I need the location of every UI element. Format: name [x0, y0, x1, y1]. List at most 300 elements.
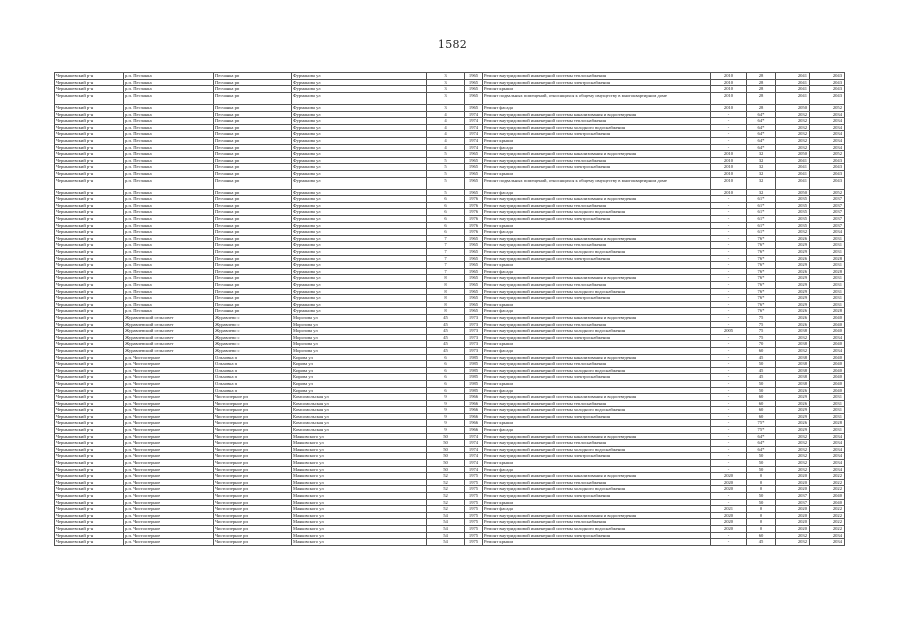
- plan-end-cell: 2034: [810, 111, 845, 118]
- plan-start-cell: 2035: [776, 202, 810, 209]
- municipality-cell: р.п. Песчанка: [124, 118, 214, 125]
- street-cell: Фурманова ул: [292, 73, 427, 80]
- street-cell: Кирова ул: [292, 367, 427, 374]
- municipality-cell: р.п. Чистоозерное: [124, 519, 214, 526]
- built-year-cell: 1975: [465, 473, 483, 480]
- wear-cell: 32: [747, 164, 776, 171]
- settlement-cell: Журавлево с: [214, 341, 292, 348]
- wear-cell: 76*: [747, 268, 776, 275]
- plan-start-cell: 2032: [776, 433, 810, 440]
- table-row: [55, 374, 845, 381]
- wear-cell: 32: [747, 151, 776, 158]
- last-repair-cell: -: [711, 282, 747, 289]
- work-type-cell: Ремонт крыши: [483, 262, 711, 269]
- built-year-cell: 1966: [465, 420, 483, 427]
- table-row: [55, 479, 845, 486]
- built-year-cell: 1973: [465, 347, 483, 354]
- plan-start-cell: 2035: [776, 196, 810, 203]
- wear-cell: 50: [747, 453, 776, 460]
- house-cell: 3: [427, 73, 465, 80]
- district-cell: Чернышевский р-н: [55, 400, 124, 407]
- work-type-cell: Ремонт внутридомовой инженерной системы теплоснабжения: [483, 440, 711, 447]
- district-cell: Чернышевский р-н: [55, 374, 124, 381]
- plan-end-cell: 2037: [810, 196, 845, 203]
- wear-cell: 28: [747, 92, 776, 104]
- work-type-cell: Ремонт внутридомовой инженерной системы канализования и водоотведения: [483, 111, 711, 118]
- street-cell: Маяковского ул: [292, 539, 427, 546]
- street-cell: Фурманова ул: [292, 282, 427, 289]
- district-cell: Чернышевский р-н: [55, 420, 124, 427]
- district-cell: Чернышевский р-н: [55, 235, 124, 242]
- district-cell: Чернышевский р-н: [55, 532, 124, 539]
- work-type-cell: Ремонт внутридомовой инженерной системы канализования и водоотведения: [483, 473, 711, 480]
- plan-start-cell: 2029: [776, 288, 810, 295]
- plan-start-cell: 2020: [776, 512, 810, 519]
- plan-end-cell: 2031: [810, 262, 845, 269]
- table-row: [55, 196, 845, 203]
- last-repair-cell: -: [711, 466, 747, 473]
- street-cell: Фурманова ул: [292, 151, 427, 158]
- settlement-cell: Песчанка рп: [214, 144, 292, 151]
- settlement-cell: Песчанка рп: [214, 262, 292, 269]
- district-cell: Чернышевский р-н: [55, 486, 124, 493]
- house-cell: 8: [427, 301, 465, 308]
- plan-start-cell: 2032: [776, 347, 810, 354]
- house-cell: 5: [427, 151, 465, 158]
- municipality-cell: р.п. Песчанка: [124, 104, 214, 111]
- house-cell: 6: [427, 361, 465, 368]
- plan-end-cell: 2043: [810, 157, 845, 164]
- table-row: [55, 249, 845, 256]
- district-cell: Чернышевский р-н: [55, 354, 124, 361]
- last-repair-cell: -: [711, 275, 747, 282]
- work-type-cell: Ремонт внутридомовой инженерной системы теплоснабжения: [483, 479, 711, 486]
- work-type-cell: Ремонт фасада: [483, 229, 711, 236]
- table-row: [55, 314, 845, 321]
- plan-end-cell: 2034: [810, 466, 845, 473]
- last-repair-cell: -: [711, 137, 747, 144]
- settlement-cell: Чистоозерное рп: [214, 506, 292, 513]
- plan-end-cell: 2034: [810, 229, 845, 236]
- house-cell: 6: [427, 380, 465, 387]
- street-cell: Кирова ул: [292, 361, 427, 368]
- built-year-cell: 1974: [465, 433, 483, 440]
- work-type-cell: Ремонт внутридомовой инженерной системы холодного водоснабжения: [483, 446, 711, 453]
- street-cell: Фурманова ул: [292, 118, 427, 125]
- wear-cell: 28: [747, 86, 776, 93]
- house-cell: 6: [427, 229, 465, 236]
- plan-end-cell: 2034: [810, 118, 845, 125]
- plan-end-cell: 2031: [810, 249, 845, 256]
- district-cell: Чернышевский р-н: [55, 104, 124, 111]
- wear-cell: 76*: [747, 255, 776, 262]
- plan-start-cell: 2020: [776, 506, 810, 513]
- municipality-cell: р.п. Песчанка: [124, 282, 214, 289]
- built-year-cell: 1965: [465, 170, 483, 177]
- table-row: [55, 79, 845, 86]
- municipality-cell: р.п. Чистоозерное: [124, 453, 214, 460]
- built-year-cell: 1985: [465, 367, 483, 374]
- settlement-cell: Чистоозерное рп: [214, 400, 292, 407]
- built-year-cell: 1975: [465, 512, 483, 519]
- house-cell: 6: [427, 354, 465, 361]
- built-year-cell: 1965: [465, 282, 483, 289]
- last-repair-cell: 2020: [711, 525, 747, 532]
- municipality-cell: р.п. Песчанка: [124, 124, 214, 131]
- plan-end-cell: 2034: [810, 124, 845, 131]
- district-cell: Чернышевский р-н: [55, 275, 124, 282]
- last-repair-cell: -: [711, 433, 747, 440]
- work-type-cell: Ремонт фасада: [483, 466, 711, 473]
- plan-start-cell: 2029: [776, 262, 810, 269]
- district-cell: Чернышевский р-н: [55, 157, 124, 164]
- street-cell: Комсомольская ул: [292, 394, 427, 401]
- house-cell: 3: [427, 92, 465, 104]
- house-cell: 9: [427, 420, 465, 427]
- last-repair-cell: -: [711, 111, 747, 118]
- district-cell: Чернышевский р-н: [55, 229, 124, 236]
- house-cell: 54: [427, 512, 465, 519]
- district-cell: Чернышевский р-н: [55, 328, 124, 335]
- last-repair-cell: -: [711, 222, 747, 229]
- street-cell: Фурманова ул: [292, 157, 427, 164]
- street-cell: Маяковского ул: [292, 473, 427, 480]
- work-type-cell: Ремонт внутридомовой инженерной системы теплоснабжения: [483, 73, 711, 80]
- last-repair-cell: -: [711, 532, 747, 539]
- plan-start-cell: 2026: [776, 387, 810, 394]
- plan-end-cell: 2031: [810, 413, 845, 420]
- settlement-cell: Песчанка рп: [214, 255, 292, 262]
- table-row: [55, 255, 845, 262]
- built-year-cell: 1975: [465, 479, 483, 486]
- wear-cell: 64*: [747, 440, 776, 447]
- built-year-cell: 1976: [465, 222, 483, 229]
- built-year-cell: 1974: [465, 440, 483, 447]
- work-type-cell: Ремонт крыши: [483, 499, 711, 506]
- last-repair-cell: 2010: [711, 164, 747, 171]
- plan-end-cell: 2040: [810, 361, 845, 368]
- last-repair-cell: -: [711, 301, 747, 308]
- table-row: [55, 202, 845, 209]
- plan-end-cell: 2034: [810, 131, 845, 138]
- municipality-cell: Журавлевский сельсовет: [124, 328, 214, 335]
- last-repair-cell: 2010: [711, 189, 747, 196]
- plan-end-cell: 2040: [810, 380, 845, 387]
- built-year-cell: 1974: [465, 453, 483, 460]
- table-row: [55, 151, 845, 158]
- table-row: [55, 433, 845, 440]
- table-body: [55, 73, 845, 546]
- street-cell: Фурманова ул: [292, 242, 427, 249]
- wear-cell: 45: [747, 374, 776, 381]
- street-cell: Маяковского ул: [292, 532, 427, 539]
- built-year-cell: 1966: [465, 427, 483, 434]
- last-repair-cell: -: [711, 295, 747, 302]
- plan-start-cell: 2029: [776, 407, 810, 414]
- district-cell: Чернышевский р-н: [55, 268, 124, 275]
- plan-end-cell: 2034: [810, 440, 845, 447]
- last-repair-cell: -: [711, 453, 747, 460]
- work-type-cell: Ремонт крыши: [483, 222, 711, 229]
- plan-start-cell: 2032: [776, 229, 810, 236]
- last-repair-cell: -: [711, 242, 747, 249]
- built-year-cell: 1985: [465, 380, 483, 387]
- settlement-cell: Песчанка рп: [214, 196, 292, 203]
- work-type-cell: Ремонт внутридомовой инженерной системы электроснабжения: [483, 295, 711, 302]
- last-repair-cell: 2021: [711, 506, 747, 513]
- plan-start-cell: 2032: [776, 446, 810, 453]
- municipality-cell: р.п. Песчанка: [124, 229, 214, 236]
- last-repair-cell: -: [711, 268, 747, 275]
- plan-start-cell: 2050: [776, 104, 810, 111]
- street-cell: Фурманова ул: [292, 79, 427, 86]
- plan-start-cell: 2041: [776, 79, 810, 86]
- settlement-cell: Песчанка рп: [214, 202, 292, 209]
- wear-cell: 28: [747, 104, 776, 111]
- settlement-cell: Ольховка п: [214, 367, 292, 374]
- table-row: [55, 394, 845, 401]
- municipality-cell: р.п. Чистоозерное: [124, 407, 214, 414]
- built-year-cell: 1975: [465, 525, 483, 532]
- wear-cell: 75: [747, 328, 776, 335]
- wear-cell: 75*: [747, 420, 776, 427]
- last-repair-cell: 2020: [711, 479, 747, 486]
- wear-cell: 45: [747, 539, 776, 546]
- plan-end-cell: 2034: [810, 144, 845, 151]
- settlement-cell: Песчанка рп: [214, 189, 292, 196]
- built-year-cell: 1965: [465, 164, 483, 171]
- street-cell: Морозова ул: [292, 347, 427, 354]
- wear-cell: 50: [747, 387, 776, 394]
- street-cell: Фурманова ул: [292, 209, 427, 216]
- plan-start-cell: 2038: [776, 374, 810, 381]
- last-repair-cell: -: [711, 255, 747, 262]
- table-row: [55, 295, 845, 302]
- settlement-cell: Чистоозерное рп: [214, 486, 292, 493]
- house-cell: 9: [427, 407, 465, 414]
- built-year-cell: 1975: [465, 493, 483, 500]
- last-repair-cell: -: [711, 262, 747, 269]
- municipality-cell: р.п. Чистоозерное: [124, 446, 214, 453]
- settlement-cell: Чистоозерное рп: [214, 394, 292, 401]
- municipality-cell: р.п. Песчанка: [124, 189, 214, 196]
- built-year-cell: 1975: [465, 539, 483, 546]
- wear-cell: 76*: [747, 262, 776, 269]
- wear-cell: 28: [747, 79, 776, 86]
- municipality-cell: р.п. Песчанка: [124, 137, 214, 144]
- table-row: [55, 189, 845, 196]
- work-type-cell: Ремонт внутридомовой инженерной системы канализования и водоотведения: [483, 512, 711, 519]
- built-year-cell: 1974: [465, 460, 483, 467]
- built-year-cell: 1985: [465, 387, 483, 394]
- built-year-cell: 1973: [465, 334, 483, 341]
- municipality-cell: р.п. Чистоозерное: [124, 539, 214, 546]
- plan-end-cell: 2040: [810, 374, 845, 381]
- plan-start-cell: 2035: [776, 216, 810, 223]
- district-cell: Чернышевский р-н: [55, 512, 124, 519]
- table-row: [55, 92, 845, 104]
- last-repair-cell: -: [711, 118, 747, 125]
- wear-cell: 76*: [747, 308, 776, 315]
- work-type-cell: Ремонт внутридомовой инженерной системы теплоснабжения: [483, 400, 711, 407]
- settlement-cell: Чистоозерное рп: [214, 525, 292, 532]
- settlement-cell: Журавлево с: [214, 328, 292, 335]
- plan-start-cell: 2032: [776, 453, 810, 460]
- table-row: [55, 420, 845, 427]
- municipality-cell: р.п. Чистоозерное: [124, 380, 214, 387]
- last-repair-cell: -: [711, 196, 747, 203]
- wear-cell: 0: [747, 479, 776, 486]
- municipality-cell: Журавлевский сельсовет: [124, 341, 214, 348]
- table-row: [55, 288, 845, 295]
- house-cell: 7: [427, 242, 465, 249]
- district-cell: Чернышевский р-н: [55, 86, 124, 93]
- last-repair-cell: -: [711, 413, 747, 420]
- house-cell: 6: [427, 209, 465, 216]
- work-type-cell: Ремонт фасада: [483, 347, 711, 354]
- table-row: [55, 380, 845, 387]
- plan-end-cell: 2040: [810, 314, 845, 321]
- district-cell: Чернышевский р-н: [55, 249, 124, 256]
- wear-cell: 28: [747, 73, 776, 80]
- built-year-cell: 1985: [465, 361, 483, 368]
- street-cell: Маяковского ул: [292, 486, 427, 493]
- table-row: [55, 486, 845, 493]
- settlement-cell: Песчанка рп: [214, 229, 292, 236]
- district-cell: Чернышевский р-н: [55, 314, 124, 321]
- plan-start-cell: 2026: [776, 268, 810, 275]
- plan-end-cell: 2031: [810, 301, 845, 308]
- last-repair-cell: 2005: [711, 328, 747, 335]
- table-row: [55, 341, 845, 348]
- municipality-cell: р.п. Песчанка: [124, 164, 214, 171]
- plan-start-cell: 2035: [776, 222, 810, 229]
- last-repair-cell: -: [711, 124, 747, 131]
- street-cell: Морозова ул: [292, 328, 427, 335]
- district-cell: Чернышевский р-н: [55, 499, 124, 506]
- settlement-cell: Ольховка п: [214, 354, 292, 361]
- municipality-cell: р.п. Песчанка: [124, 202, 214, 209]
- district-cell: Чернышевский р-н: [55, 413, 124, 420]
- wear-cell: 45: [747, 354, 776, 361]
- plan-end-cell: 2043: [810, 92, 845, 104]
- last-repair-cell: 2010: [711, 157, 747, 164]
- work-type-cell: Ремонт внутридомовой инженерной системы холодного водоснабжения: [483, 328, 711, 335]
- settlement-cell: Песчанка рп: [214, 308, 292, 315]
- house-cell: 6: [427, 222, 465, 229]
- municipality-cell: р.п. Песчанка: [124, 255, 214, 262]
- work-type-cell: Ремонт крыши: [483, 420, 711, 427]
- work-type-cell: Ремонт фасада: [483, 104, 711, 111]
- work-type-cell: Ремонт внутридомовой инженерной системы электроснабжения: [483, 131, 711, 138]
- municipality-cell: р.п. Песчанка: [124, 111, 214, 118]
- plan-end-cell: 2043: [810, 86, 845, 93]
- plan-end-cell: 2034: [810, 539, 845, 546]
- district-cell: Чернышевский р-н: [55, 466, 124, 473]
- street-cell: Кирова ул: [292, 354, 427, 361]
- built-year-cell: 1965: [465, 73, 483, 80]
- plan-start-cell: 2050: [776, 151, 810, 158]
- street-cell: Фурманова ул: [292, 235, 427, 242]
- street-cell: Фурманова ул: [292, 124, 427, 131]
- street-cell: Маяковского ул: [292, 446, 427, 453]
- built-year-cell: 1973: [465, 341, 483, 348]
- plan-start-cell: 2029: [776, 394, 810, 401]
- settlement-cell: Ольховка п: [214, 361, 292, 368]
- house-cell: 52: [427, 486, 465, 493]
- district-cell: Чернышевский р-н: [55, 433, 124, 440]
- work-type-cell: Ремонт внутридомовой инженерной системы холодного водоснабжения: [483, 367, 711, 374]
- street-cell: Фурманова ул: [292, 137, 427, 144]
- street-cell: Комсомольская ул: [292, 407, 427, 414]
- table-row: [55, 262, 845, 269]
- plan-end-cell: 2022: [810, 512, 845, 519]
- house-cell: 8: [427, 308, 465, 315]
- table-row: [55, 144, 845, 151]
- street-cell: Фурманова ул: [292, 216, 427, 223]
- work-type-cell: Ремонт внутридомовой инженерной системы теплоснабжения: [483, 519, 711, 526]
- work-type-cell: Ремонт фасада: [483, 308, 711, 315]
- plan-start-cell: 2037: [776, 499, 810, 506]
- table-row: [55, 361, 845, 368]
- municipality-cell: р.п. Песчанка: [124, 170, 214, 177]
- built-year-cell: 1965: [465, 104, 483, 111]
- municipality-cell: р.п. Чистоозерное: [124, 473, 214, 480]
- street-cell: Маяковского ул: [292, 525, 427, 532]
- work-type-cell: Ремонт фасада: [483, 189, 711, 196]
- table-row: [55, 446, 845, 453]
- wear-cell: 60: [747, 413, 776, 420]
- last-repair-cell: -: [711, 334, 747, 341]
- house-cell: 5: [427, 157, 465, 164]
- street-cell: Маяковского ул: [292, 512, 427, 519]
- wear-cell: 75*: [747, 427, 776, 434]
- table-row: [55, 367, 845, 374]
- street-cell: Комсомольская ул: [292, 400, 427, 407]
- wear-cell: 64*: [747, 144, 776, 151]
- house-cell: 6: [427, 374, 465, 381]
- work-type-cell: Ремонт крыши: [483, 341, 711, 348]
- last-repair-cell: -: [711, 499, 747, 506]
- settlement-cell: Чистоозерное рп: [214, 460, 292, 467]
- municipality-cell: р.п. Чистоозерное: [124, 374, 214, 381]
- settlement-cell: Песчанка рп: [214, 118, 292, 125]
- table-row: [55, 413, 845, 420]
- municipality-cell: р.п. Песчанка: [124, 216, 214, 223]
- built-year-cell: 1966: [465, 400, 483, 407]
- last-repair-cell: 2010: [711, 86, 747, 93]
- municipality-cell: р.п. Песчанка: [124, 262, 214, 269]
- house-cell: 50: [427, 460, 465, 467]
- settlement-cell: Чистоозерное рп: [214, 539, 292, 546]
- street-cell: Маяковского ул: [292, 466, 427, 473]
- district-cell: Чернышевский р-н: [55, 539, 124, 546]
- house-cell: 54: [427, 519, 465, 526]
- plan-start-cell: 2026: [776, 400, 810, 407]
- plan-end-cell: 2034: [810, 334, 845, 341]
- table-row: [55, 216, 845, 223]
- house-cell: 52: [427, 473, 465, 480]
- street-cell: Фурманова ул: [292, 177, 427, 189]
- house-cell: 4: [427, 124, 465, 131]
- last-repair-cell: -: [711, 387, 747, 394]
- wear-cell: 60: [747, 347, 776, 354]
- district-cell: Чернышевский р-н: [55, 151, 124, 158]
- plan-start-cell: 2041: [776, 170, 810, 177]
- plan-start-cell: 2026: [776, 314, 810, 321]
- district-cell: Чернышевский р-н: [55, 446, 124, 453]
- settlement-cell: Песчанка рп: [214, 249, 292, 256]
